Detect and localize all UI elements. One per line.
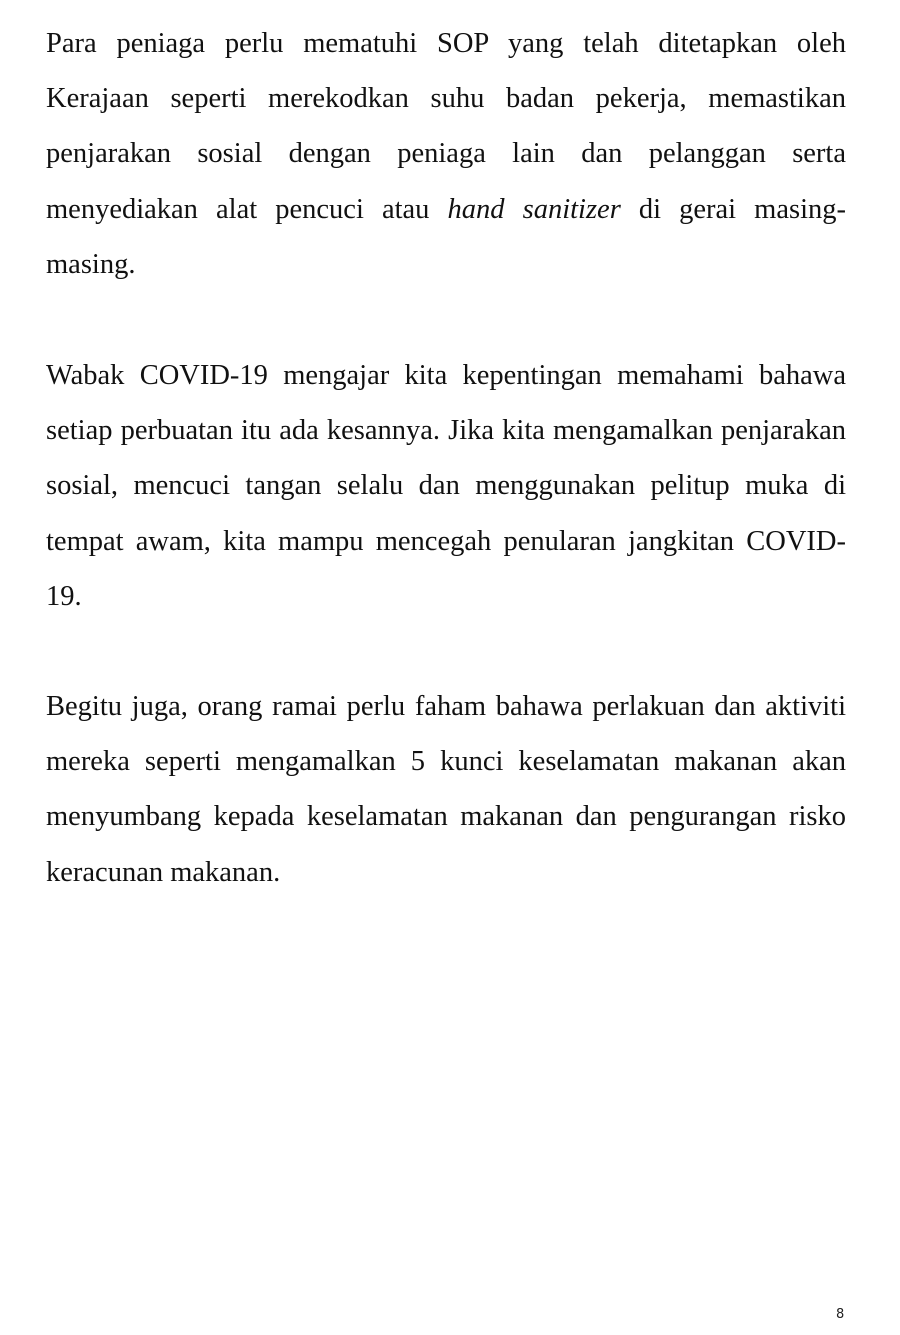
- paragraph-sop: [46, 16, 846, 292]
- document-body: [46, 16, 846, 900]
- page-number: 8: [836, 1307, 845, 1322]
- paragraph-covid: Wabak COVID-19 mengajar kita kepentingan memahami bahawa setiap perbuatan itu ada kesannya. Jika kita mengamalkan penjarakan sosial, mencuci tangan selalu dan menggunakan pelitup muka di tempat awam, kita mampu mencegah penularan jangkitan COVID-19.: [46, 360, 846, 612]
- hand-sanitizer-term: hand sanitizer: [447, 193, 621, 225]
- paragraph-food-safety: Begitu juga, orang ramai perlu faham bahawa perlakuan dan aktiviti mereka seperti mengamalkan 5 kunci keselamatan makanan akan menyumbang kepada keselamatan makanan dan pengurangan risko keracunan makanan.: [46, 691, 846, 888]
- paragraph-sop-text: Para peniaga perlu mematuhi SOP yang telah ditetapkan oleh Kerajaan seperti merekodkan suhu badan pekerja, memastikan penjarakan sosial dengan peniaga lain dan pelanggan serta menyediakan alat pencuci atau: [46, 28, 846, 225]
- paragraph-sop-ending: di gerai masing-masing.: [46, 193, 846, 280]
